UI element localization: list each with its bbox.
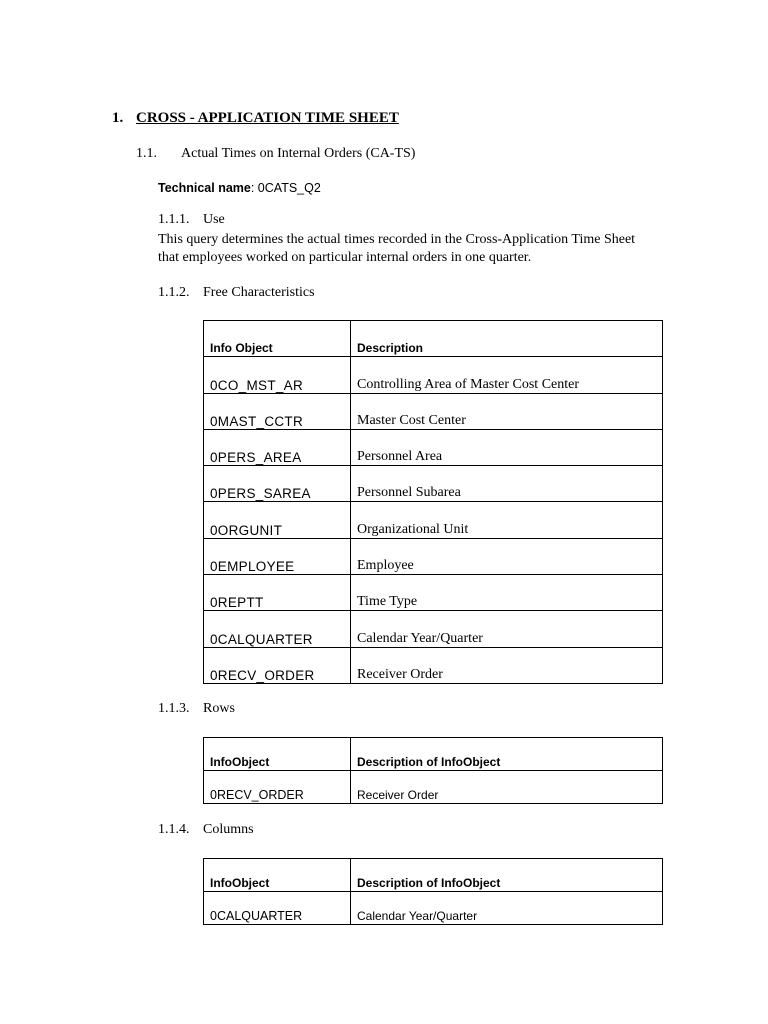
- subsection-heading: [136, 146, 415, 162]
- use-title: Use: [203, 212, 225, 227]
- table-row: [204, 357, 663, 393]
- table-row: [204, 771, 663, 804]
- table-row: [204, 892, 663, 925]
- table-row: [204, 611, 663, 647]
- description-cell: Calendar Year/Quarter: [351, 892, 663, 925]
- table-row: [204, 502, 663, 538]
- info-object-cell: 0RECV_ORDER: [204, 771, 351, 804]
- description-cell: Personnel Subarea: [351, 466, 663, 502]
- rows-number: 1.1.3.: [158, 701, 190, 716]
- subsection-number: 1.1.: [136, 146, 157, 161]
- technical-name: [158, 181, 321, 195]
- description-cell: Personnel Area: [351, 429, 663, 465]
- columns-title: Columns: [203, 822, 254, 837]
- info-object-cell: 0ORGUNIT: [204, 502, 351, 538]
- free-characteristics-number: 1.1.2.: [158, 285, 190, 300]
- description-cell: Organizational Unit: [351, 502, 663, 538]
- info-object-cell: 0PERS_AREA: [204, 429, 351, 465]
- technical-name-label: Technical name: [158, 181, 251, 195]
- table-header-row: [204, 859, 663, 892]
- free-characteristics-title: Free Characteristics: [203, 285, 315, 300]
- description-cell: Master Cost Center: [351, 393, 663, 429]
- section-number: 1.: [112, 110, 124, 126]
- table-row: [204, 575, 663, 611]
- info-object-cell: 0CALQUARTER: [204, 892, 351, 925]
- info-object-cell: 0REPTT: [204, 575, 351, 611]
- free-characteristics-table: [203, 320, 663, 684]
- info-object-cell: 0RECV_ORDER: [204, 647, 351, 683]
- rows-heading: [158, 701, 235, 717]
- info-object-cell: 0MAST_CCTR: [204, 393, 351, 429]
- description-cell: Controlling Area of Master Cost Center: [351, 357, 663, 393]
- description-cell: Receiver Order: [351, 771, 663, 804]
- info-object-cell: 0EMPLOYEE: [204, 538, 351, 574]
- columns-table: [203, 858, 663, 925]
- info-object-cell: 0PERS_SAREA: [204, 466, 351, 502]
- header-info-object: InfoObject: [204, 738, 351, 771]
- header-description: Description of InfoObject: [351, 738, 663, 771]
- table-row: [204, 466, 663, 502]
- header-info-object: InfoObject: [204, 859, 351, 892]
- table-header-row: [204, 738, 663, 771]
- columns-heading: [158, 822, 254, 838]
- description-cell: Receiver Order: [351, 647, 663, 683]
- description-cell: Employee: [351, 538, 663, 574]
- header-description: Description: [351, 321, 663, 357]
- columns-number: 1.1.4.: [158, 822, 190, 837]
- info-object-cell: 0CO_MST_AR: [204, 357, 351, 393]
- section-title: CROSS - APPLICATION TIME SHEET: [136, 110, 399, 126]
- section-heading: [112, 110, 399, 127]
- table-row: [204, 393, 663, 429]
- rows-title: Rows: [203, 701, 235, 716]
- table-row: [204, 429, 663, 465]
- table-row: [204, 647, 663, 683]
- use-number: 1.1.1.: [158, 212, 190, 227]
- table-header-row: [204, 321, 663, 357]
- description-cell: Calendar Year/Quarter: [351, 611, 663, 647]
- rows-table: [203, 737, 663, 804]
- description-cell: Time Type: [351, 575, 663, 611]
- info-object-cell: 0CALQUARTER: [204, 611, 351, 647]
- table-row: [204, 538, 663, 574]
- free-characteristics-heading: [158, 285, 315, 301]
- header-description: Description of InfoObject: [351, 859, 663, 892]
- use-heading: [158, 212, 225, 228]
- use-description: This query determines the actual times recorded in the Cross-Application Time Sheet that employees worked on particular internal orders in one quarter.: [158, 232, 636, 265]
- technical-name-value: : 0CATS_Q2: [250, 181, 321, 195]
- subsection-title: Actual Times on Internal Orders (CA-TS): [181, 146, 416, 161]
- header-info-object: Info Object: [204, 321, 351, 357]
